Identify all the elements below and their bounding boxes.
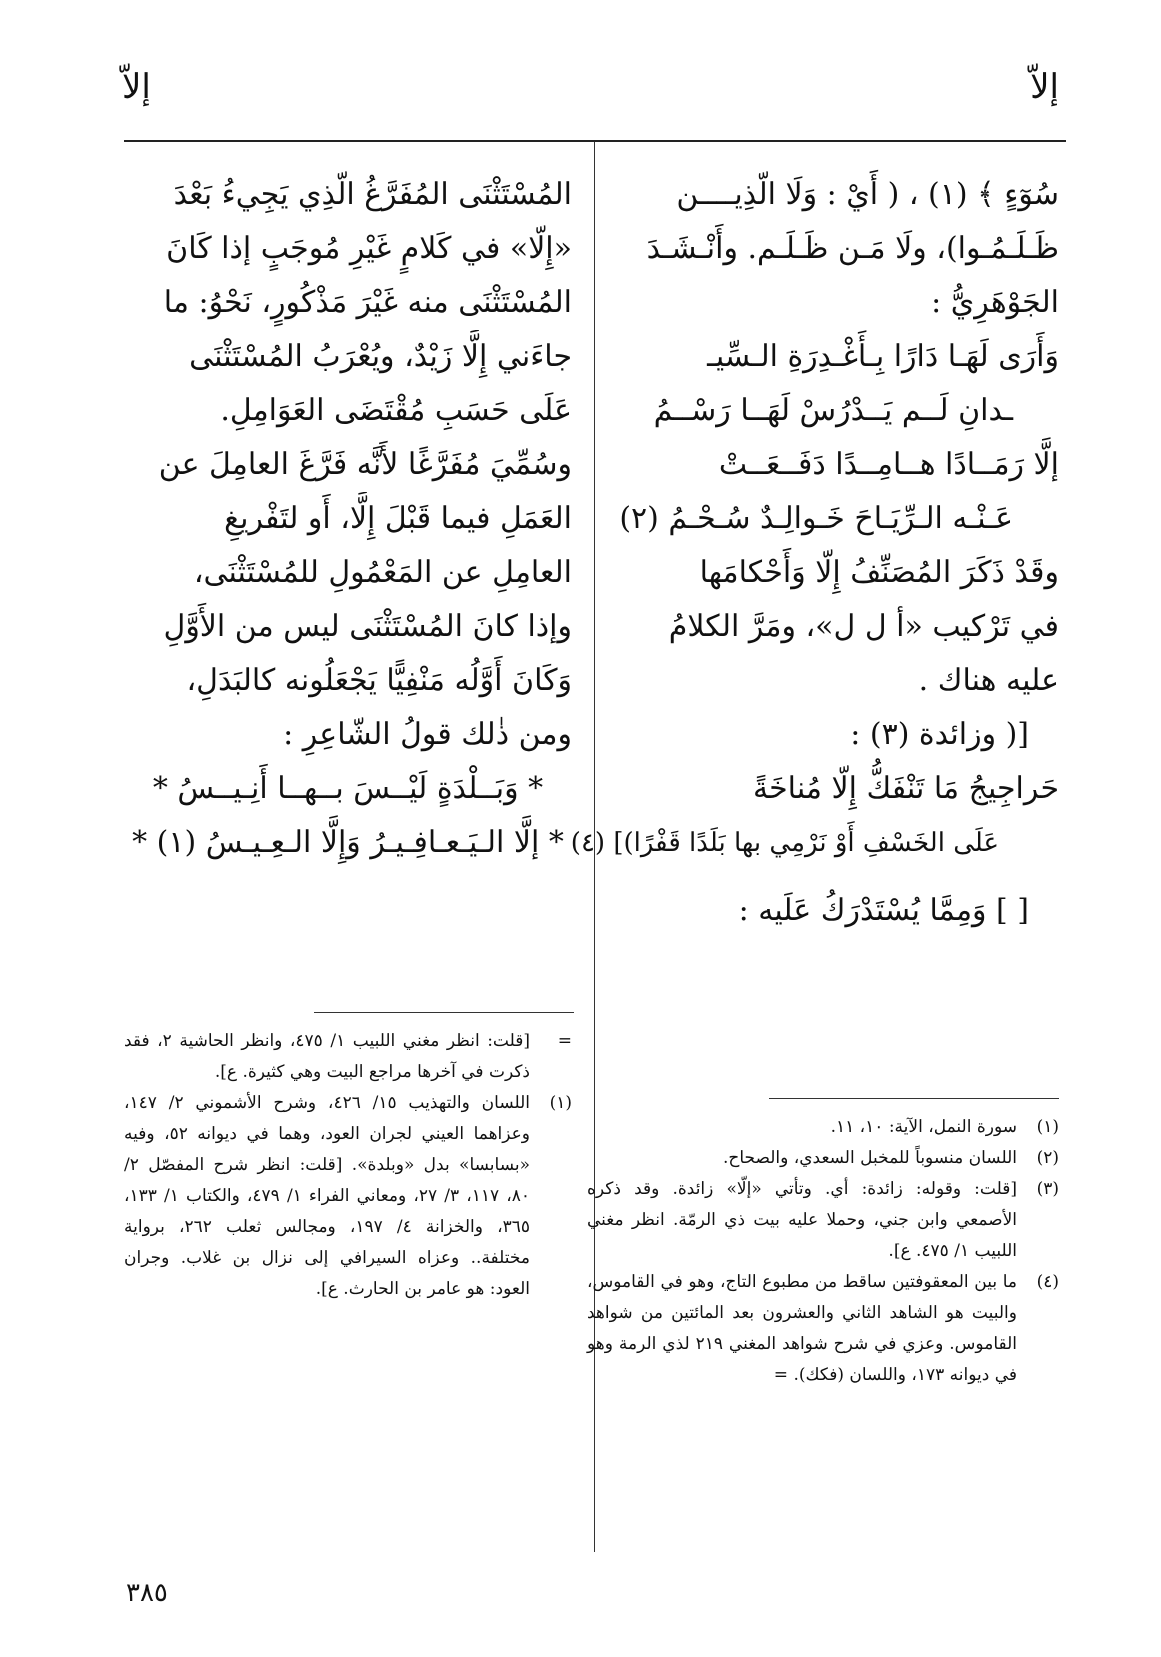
footnote — [124, 1088, 572, 1305]
footnotes-left — [124, 1026, 572, 1305]
body-line: عليه هناك . — [918, 663, 1059, 698]
footnote-text: [قلت: وقوله: زائدة: أي. وتأتي «إلّا» زائدة. وقد ذكره الأصمعي وابن جني، وحملا عليه بيت ذي الرمّة. انظر مغني اللبيب ١/ ٤٧٥. ع]. — [587, 1179, 1017, 1261]
page-number: ٣٨٥ — [126, 1578, 168, 1608]
body-line: المُسْتَثْنَى المُفَرَّغُ الّذِي يَجِيءُ بَعْدَ — [173, 177, 572, 212]
closing-line: [ ] وَمِمَّا يُسْتَدْرَكُ عَلَيه : — [738, 893, 1029, 928]
verse-line: عَـنْـه الـرِّيَـاحَ خَـوالِـدٌ سُـحْـمُ (٢) — [619, 501, 1013, 536]
body-line: سُوٓءٍ ﴾ (١) ، ( أَيْ : وَلَا الّذِيــــن — [676, 177, 1059, 212]
footnote-rule — [314, 1012, 574, 1013]
verse-line: وَأَرَى لَهَـا دَارًا بِـأَغْـدِرَةِ الـسِّيـ — [707, 339, 1059, 374]
body-line: وسُمِّيَ مُفَرَّغًا لأَنَّه فَرَّغَ العامِلَ عن — [158, 447, 572, 482]
body-line: عَلَى حَسَبِ مُقْتَضَى العَوَامِلِ. — [220, 393, 572, 428]
footnote-number: (٣) — [1036, 1179, 1059, 1199]
footnote — [587, 1143, 1059, 1174]
body-line: المُسْتَثْنَى منه غَيْرَ مَذْكُورٍ، نَحْوُ: ما — [163, 285, 572, 320]
footnote-number: (١) — [549, 1093, 572, 1113]
footnote — [587, 1267, 1059, 1391]
footnote — [587, 1174, 1059, 1267]
verse-line: * وَبَــلْدَةٍ لَيْــسَ بــهــا أَنِـيــسُ * — [152, 771, 544, 806]
footnote-number: (٢) — [1036, 1148, 1059, 1168]
body-line: وإذا كانَ المُسْتَثْنَى ليس من الأَوَّلِ — [163, 609, 572, 644]
footnote-text: اللسان منسوباً للمخبل السعدي، والصحاح. — [722, 1148, 1017, 1168]
body-line: العامِلِ عن المَعْمُولِ للمُسْتَثْنَى، — [193, 555, 572, 590]
body-line: في تَرْكيب «أ ل ل»، ومَرَّ الكلامُ — [668, 609, 1059, 644]
header-rule — [124, 140, 1066, 142]
footnote — [124, 1026, 572, 1088]
footnote-text: ما بين المعقوفتين ساقط من مطبوع التاج، وهو في القاموس، والبيت هو الشاهد الثاني والعشرون بعد المائتين من شواهد القاموس. وعزي في شرح شواهد المغني ٢١٩ لذي الرمة وهو في ديوانه ١٧٣، واللسان (فكك). = — [587, 1272, 1017, 1385]
footnote-text: سورة النمل، الآية: ١٠، ١١. — [830, 1117, 1017, 1137]
footnote — [587, 1112, 1059, 1143]
bracket-heading: [( وزائدة (٣) : — [850, 717, 1029, 752]
body-line: وقَدْ ذَكَرَ المُصَنِّفُ إِلّا وَأَحْكامَها — [699, 555, 1059, 590]
verse-line: إلَّا رَمَــادًا هــامِــدًا دَفَــعَــتْ — [718, 447, 1059, 482]
body-line: جاءَني إِلَّا زَيْدٌ، ويُعْرَبُ المُسْتَثْنَى — [189, 339, 572, 374]
footnotes-right — [587, 1112, 1059, 1391]
right-column — [570, 168, 1059, 938]
footnote-rule — [769, 1098, 1059, 1099]
footnote-text: اللسان والتهذيب ١٥/ ٤٢٦، وشرح الأشموني ٢/ ١٤٧، وعزاهما العيني لجران العود، وهما في ديوانه ٥٢، وفيه «بسابسا» بدل «وبلدة». [قلت: انظر شرح المفصّل ٢/ ٨٠، ١١٧، ٣/ ٢٧، ومعاني الفراء ١/ ٤٧٩، والكتاب ١/ ١٣٣، ٣٦٥، والخزانة ٤/ ١٩٧، ومجالس ثعلب ٢٦٢، برواية مختلفة.. وعزاه السيرافي إلى نزال بن غلاب. وجران العود: هو عامر بن الحارث. ع]. — [124, 1093, 531, 1299]
body-line: العَمَلِ فيما قَبْلَ إِلَّا، أَو لتَفْريغِ — [224, 501, 572, 536]
footnote-text: [قلت: انظر مغني اللبيب ١/ ٤٧٥، وانظر الحاشية ٢، فقد ذكرت في آخرها مراجع البيت وهي كثيرة. ع]. — [124, 1031, 531, 1082]
verse-line: * إلَّا الـيَـعـافِـيـرُ وَإِلَّا الـعِـيـسُ (١) * — [132, 825, 564, 860]
footnote-number: = — [557, 1031, 572, 1051]
body-line: ومن ذٰلك قولُ الشّاعِرِ : — [283, 717, 572, 752]
body-line: الجَوْهَرِيُّ : — [931, 285, 1059, 320]
running-head-right: إلاّ — [1030, 67, 1059, 107]
verse-line: عَلَى الخَسْفِ أَوْ نَرْمِي بها بَلَدًا قَفْرًا)] (٤) — [570, 828, 999, 858]
left-column — [124, 168, 572, 870]
body-line: وَكَانَ أَوَّلُه مَنْفِيًّا يَجْعَلُونه كالبَدَلِ، — [186, 663, 572, 698]
body-line: ظَـلَـمُـوا)، ولَا مَـن ظَـلَـم. وأَنْـشَـدَ — [646, 231, 1059, 266]
footnote-number: (١) — [1036, 1117, 1059, 1137]
verse-line: ـدانِ لَــم يَــدْرُسْ لَهَــا رَسْــمُ — [653, 393, 1013, 428]
body-line: «إِلّا» في كَلامٍ غَيْرِ مُوجَبٍ إذا كَانَ — [166, 231, 572, 266]
verse-line: حَراجِيجُ مَا تَنْفَكُّ إِلّا مُناخَةً — [753, 771, 1059, 806]
running-head-left: إلاّ — [122, 67, 151, 107]
footnote-number: (٤) — [1036, 1272, 1059, 1292]
